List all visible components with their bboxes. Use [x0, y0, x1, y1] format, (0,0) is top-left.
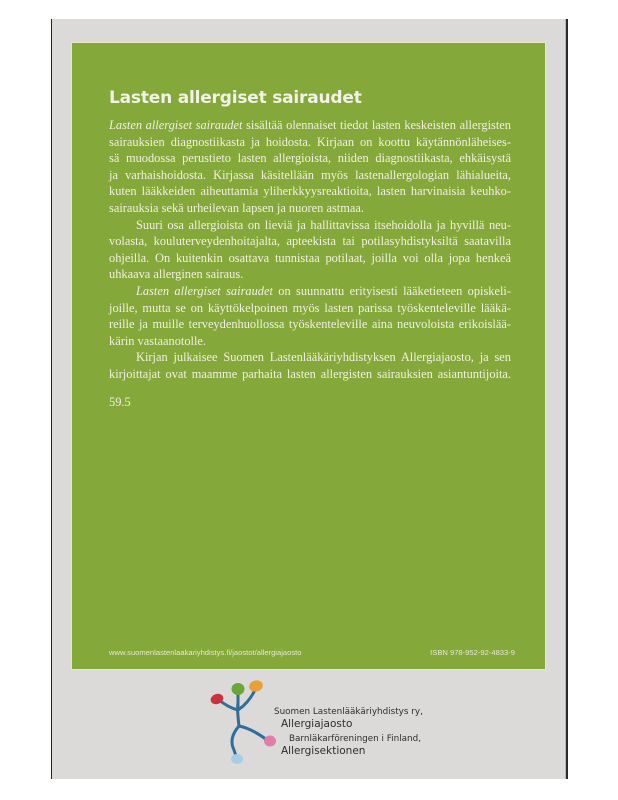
blurb-line: sairauksien diagnostiikasta ja hoidosta. Kirjaan on koottu käytännönläheises- [109, 134, 511, 149]
blurb-paragraph-3 [109, 283, 511, 349]
blurb-line [109, 117, 511, 134]
association-name-fi: Suomen Lastenlääkäriyhdistys ry, [274, 707, 423, 717]
association-name-sv: Barnläkarföreningen i Finland, [289, 734, 421, 744]
blurb-line: reille ja muille terveydenhuollossa työskenteleville aina neuvoloista erikoislää- [109, 317, 511, 332]
blurb-paragraph-4 [109, 349, 511, 382]
blurb-line: kirjoittajat ovat maamme parhaita lasten allergisten sairauksien asiantuntijoita. [109, 366, 511, 381]
blurb-line-text: on suunnattu erityisesti lääketieteen opiskeli- [272, 283, 511, 298]
blurb-line: kuten lääkkeiden aiheuttamia yliherkkyysreaktioita, lasten harvinaisia keuhko- [109, 184, 511, 199]
blurb-line: kärin vastaanotolle. [109, 333, 207, 348]
price-code: 59.5 [109, 395, 131, 409]
blurb-line [109, 283, 511, 300]
green-panel [72, 43, 545, 669]
blurb-line: volasta, kouluterveydenhoitajalta, apteekista tai potilasyhdistyksiltä saatavilla [109, 234, 511, 249]
blurb-line: sä muodossa perustieto lasten allergioista, niiden diagnostiikasta, ehkäisystä [109, 151, 511, 166]
figure-logo-icon [204, 674, 284, 769]
isbn: ISBN 978-952-92-4833-9 [430, 648, 515, 657]
blurb-line: uhkaava allerginen sairaus. [109, 267, 244, 282]
blurb-line: sairauksia sekä urheilevan lapsen ja nuoren astmaa. [109, 200, 364, 215]
section-name-fi: Allergiajaosto [281, 718, 353, 730]
blurb-line: ohjeilla. On kuitenkin osattava tunnistaa potilaat, joilla voi olla jopa henkeä [109, 250, 511, 265]
section-name-sv: Allergisektionen [281, 745, 366, 757]
book-title: Lasten allergiset sairaudet [109, 88, 362, 108]
italic-book-title: Lasten allergiset sairaudet [136, 283, 273, 298]
blurb-line-text: sisältää olennaiset tiedot lasten keskeisten allergisten [242, 118, 511, 132]
blurb-line: Kirjan julkaisee Suomen Lastenlääkäriyhdistyksen Allergiajaosto, ja sen [136, 350, 511, 365]
publisher-logo [204, 674, 474, 769]
blurb-paragraph-2 [109, 217, 511, 283]
blurb-line: ja varhaishoidosta. Kirjassa käsitellään myös lastenallergologian lähialueita, [109, 167, 511, 182]
blurb-line: Suuri osa allergioista on lieviä ja hallittavissa itsehoidolla ja hyvillä neu- [136, 217, 511, 232]
blurb-line: joille, mutta se on käyttökelpoinen myös lasten parissa työskenteleville lääkä- [109, 300, 511, 315]
book-back-cover [51, 19, 568, 779]
website-url: www.suomenlastenlaakariyhdistys.fi/jaostot/allergiajaosto [109, 648, 302, 657]
italic-book-title: Lasten allergiset sairaudet [109, 118, 243, 132]
blurb-paragraph-1 [109, 117, 511, 217]
blurb [109, 117, 511, 383]
